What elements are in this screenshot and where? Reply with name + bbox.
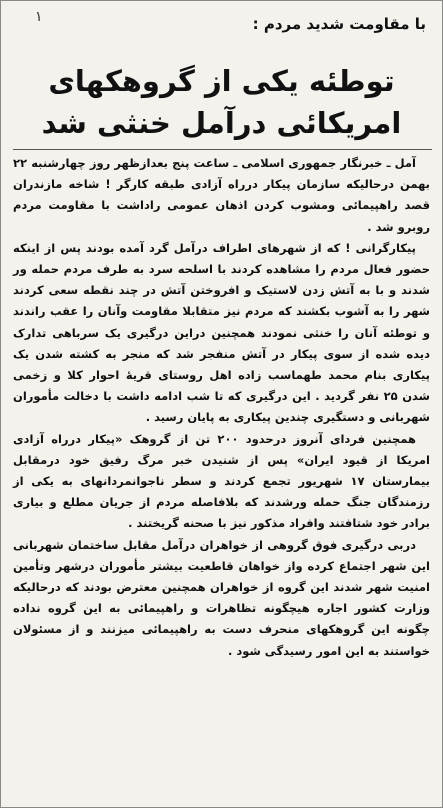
headline-line-2: امریکائی درآمل خنثی شد: [41, 106, 402, 140]
article-body: [13, 153, 430, 662]
article-paragraph-1: آمل ـ خبرنگار جمهوری اسلامی ـ ساعت پنج بعدازظهر روز چهارشنبه ۲۲ بهمن درحالیکه سازمان پیکار درراه آزادی طبقه کارگر ! شاخه مازندران قصد راهپیمائی ومشوب کردن اذهان عمومی راداشت با مقاومت مردم روبرو شد .: [13, 156, 430, 234]
headline-divider: [13, 149, 432, 150]
article-paragraph-3: همچنین فردای آنروز درحدود ۲۰۰ تن از گروهک «پیکار درراه آزادی امریکا از قیود ایران» پس از شنیدن خبر مرگ رفیق خود درمقابل بیمارستان ۱۷ شهریور تجمع کردند و سطر ناجوانمردانهای به یکی از رزمندگان جنگ حمله ورشدند که بلافاصله مردم از جریان مطلع و بیاری برادر خود شتافتند وافراد مذکور نیز با صحنه گریختند .: [13, 431, 430, 531]
kicker-heading: با مقاومت شدید مردم :: [252, 15, 426, 33]
headline-line-1: توطئه یکی از گروهکهای: [48, 64, 395, 98]
page-number: ۱: [35, 9, 43, 25]
article-paragraph-2: پیکارگرانی ! که از شهرهای اطراف درآمل گرد آمده بودند پس از اینکه حضور فعال مردم را مشاهده کردند با اسلحه سرد به طرف مردم حمله ور شدند و با به آتش زدن لاستیک و افروختن آتش در چند نقطه سعی کردند شهر را به آشوب بکشند که مردم نیز متقابلا مقاومت وآنان را عقب راندند و توطئه آنان را خنثی نمودند همچنین دراین درگیری یک سرباهی تدارک دیده شده از سوی پیکار در آتش منفجر شد که منجر به کشته شدن یک پیکاری بنام محمد طهماسب زاده اهل روستای قریهٔ احوار کلا و زخمی شدن ۲۵ نفر گردید . این درگیری که تا شب ادامه داشت با دخالت مأموران شهربانی و دستگیری چندین پیکاری به پایان رسید .: [13, 240, 430, 425]
article-paragraph-4: دربی درگیری فوق گروهی از خواهران درآمل مقابل ساختمان شهربانی این شهر اجتماع کرده واز خواهان قاطعیت بیشتر مأموران درشهر وتأمین امنیت شهر شدند این گروه از خواهران همچنین معترض بودند که درحالیکه وزارت کشور اجاره هیچگونه تظاهرات و راهپیمائی به این گروه نداده چگونه این گروهکهای منحرف دست به راهپیمائی میزنند و از مسئولان خواستند به این امور رسیدگی شود .: [13, 537, 430, 658]
